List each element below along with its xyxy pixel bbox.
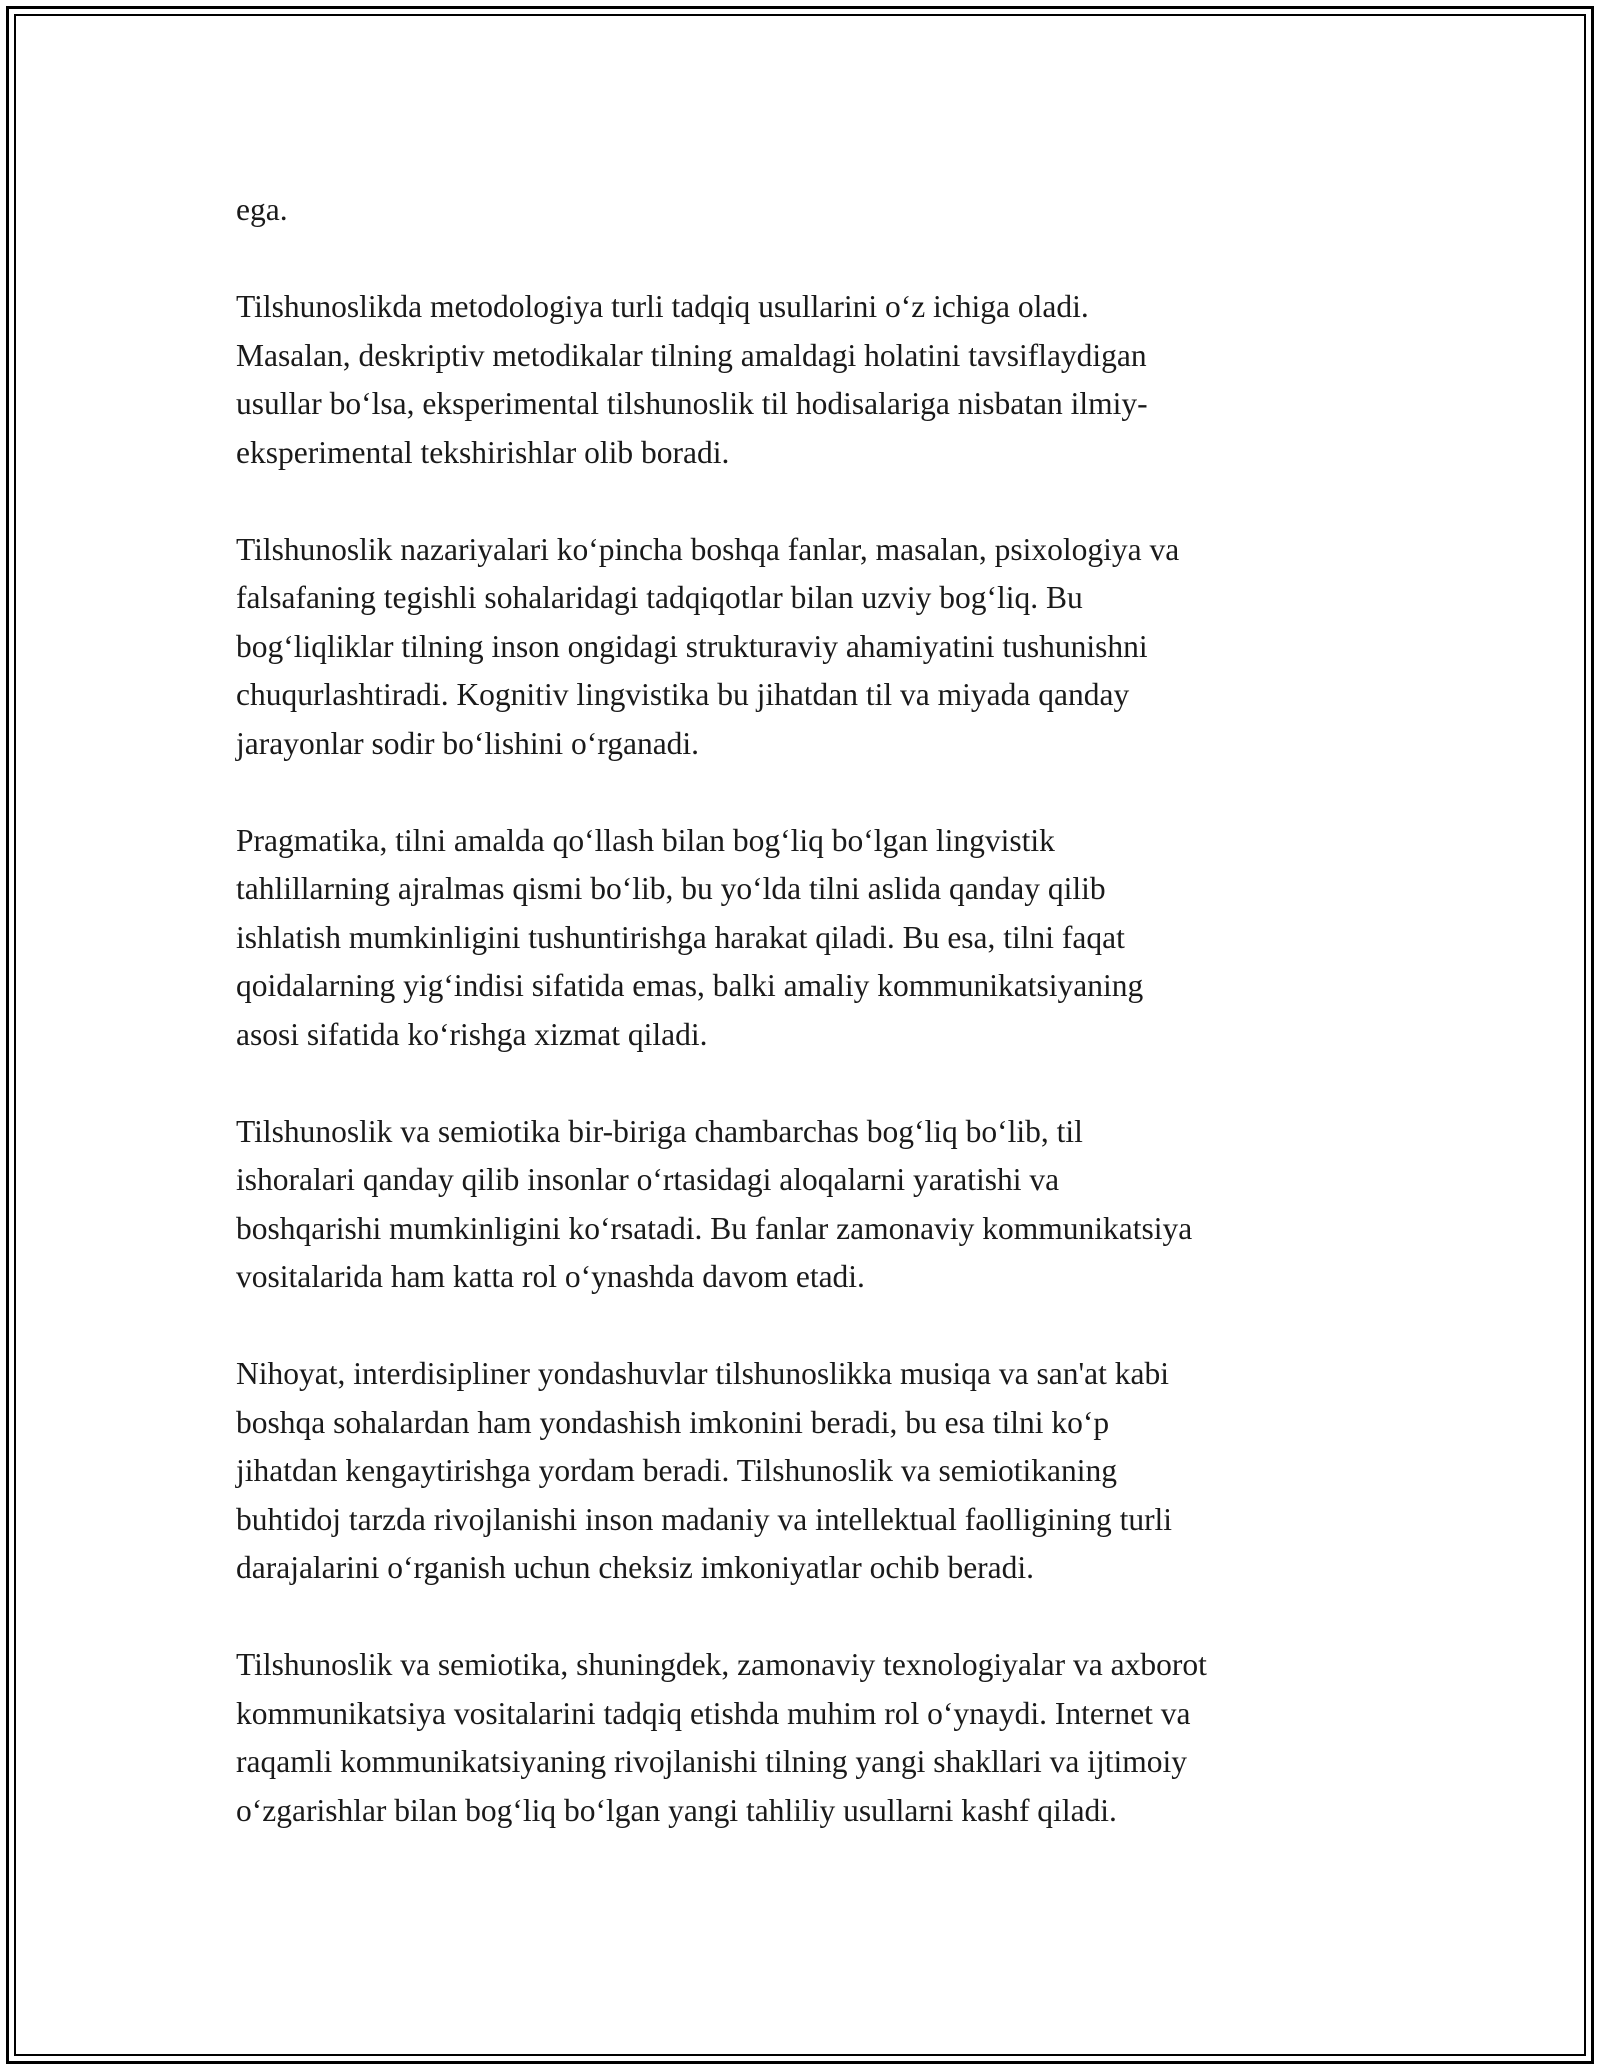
document-body bbox=[236, 186, 1386, 1884]
paragraph-5: Tilshunoslik va semiotika bir-biriga chambarchas bogʻliq boʻlib, til ishoralari qanday qilib insonlar oʻrtasidagi aloqalarni yaratishi va boshqarishi mumkinligini koʻrsatadi. Bu fanlar zamonaviy kommunikatsiya vositalarida ham katta rol oʻynashda davom etadi. bbox=[236, 1113, 1193, 1294]
paragraph-4: Pragmatika, tilni amalda qoʻllash bilan bogʻliq boʻlgan lingvistik tahlillarning ajralmas qismi boʻlib, bu yoʻlda tilni aslida qanday qilib ishlatish mumkinligini tushuntirishga harakat qiladi. Bu esa, tilni faqat qoidalarning yigʻindisi sifatida emas, balki amaliy kommunikatsiyaning asosi sifatida koʻrishga xizmat qiladi. bbox=[236, 822, 1144, 1052]
paragraph-7: Tilshunoslik va semiotika, shuningdek, zamonaviy texnologiyalar va axborot kommunikatsiya vositalarini tadqiq etishda muhim rol oʻynaydi. Internet va raqamli kommunikatsiyaning rivojlanishi tilning yangi shakllari va ijtimoiy oʻzgarishlar bilan bogʻliq boʻlgan yangi tahliliy usullarni kashf qiladi. bbox=[236, 1647, 1207, 1828]
paragraph-6: Nihoyat, interdisipliner yondashuvlar tilshunoslikka musiqa va san'at kabi boshqa sohalardan ham yondashish imkonini beradi, bu esa tilni koʻp jihatdan kengaytirishga yordam beradi. Tilshunoslik va semiotikaning buhtidoj tarzda rivojlanishi inson madaniy va intellektual faolligining turli darajalarini oʻrganish uchun cheksiz imkoniyatlar ochib beradi. bbox=[236, 1356, 1173, 1585]
paragraph-2: Tilshunoslikda metodologiya turli tadqiq usullarini oʻz ichiga oladi. Masalan, deskriptiv metodikalar tilning amaldagi holatini tavsiflaydigan usullar boʻlsa, eksperimental tilshunoslik til hodisalariga nisbatan ilmiy- eksperimental tekshirishlar olib boradi. bbox=[236, 289, 1148, 470]
paragraph-3: Tilshunoslik nazariyalari koʻpincha boshqa fanlar, masalan, psixologiya va falsafaning tegishli sohalaridagi tadqiqotlar bilan uzviy bogʻliq. Bu bogʻliqliklar tilning inson ongidagi strukturaviy ahamiyatini tushunishni chuqurlashtiradi. Kognitiv lingvistika bu jihatdan til va miyada qanday jarayonlar sodir boʻlishini oʻrganadi. bbox=[236, 531, 1180, 761]
paragraph-1: ega. bbox=[236, 192, 288, 227]
